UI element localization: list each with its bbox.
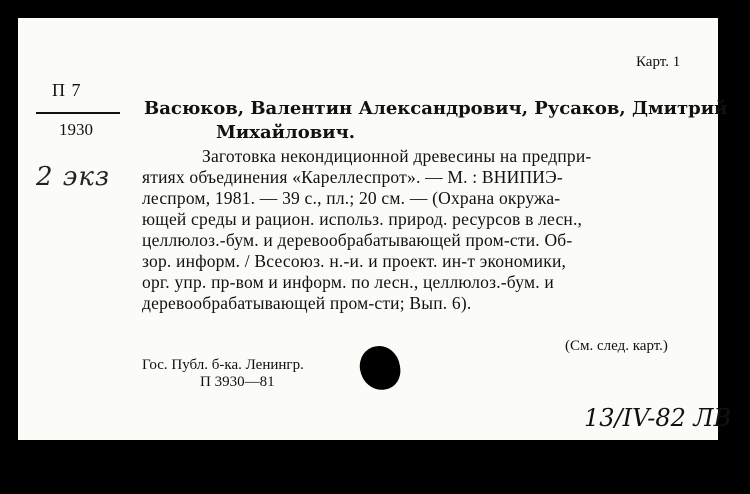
shelf-mark-divider xyxy=(36,112,120,114)
author-heading-continuation: Михайлович. xyxy=(216,122,356,143)
card-number: Карт. 1 xyxy=(636,54,681,70)
library-accession-number: П 3930—81 xyxy=(200,374,275,390)
description-line: Заготовка некондиционной древесины на предпри- xyxy=(202,146,592,166)
description-line: орг. упр. пр-вом и информ. по лесн., целлюлоз.-бум. и xyxy=(142,272,554,292)
description-line: деревообрабатывающей пром-сти; Вып. 6). xyxy=(142,293,472,313)
author-heading: Васюков, Валентин Александрович, Русаков, Дмитрий xyxy=(144,98,728,119)
description-line: ющей среды и рацион. использ. природ. ресурсов в лесн., xyxy=(142,209,583,229)
ink-blot xyxy=(357,343,403,392)
description-line: леспром, 1981. — 39 с., пл.; 20 см. — (Охрана окружа- xyxy=(142,188,561,208)
catalog-card xyxy=(18,18,732,440)
description-line: ятиях объединения «Кареллеспрот». — М. : ВНИПИЭ- xyxy=(142,167,563,187)
description-line: зор. информ. / Всесоюз. н.-и. и проект. ин-т экономики, xyxy=(142,251,567,271)
shelf-mark: П 7 xyxy=(52,80,82,100)
year-mark: 1930 xyxy=(59,120,93,139)
description-line: целлюлоз.-бум. и деревообрабатывающей пром-сти. Об- xyxy=(142,230,573,250)
handwritten-copies-note: 2 экз xyxy=(36,162,111,192)
continued-note: (См. след. карт.) xyxy=(565,338,668,354)
library-stamp-line: Гос. Публ. б-ка. Ленингр. xyxy=(142,357,304,373)
handwritten-date: 13/IV-82 ЛВ xyxy=(584,404,732,432)
